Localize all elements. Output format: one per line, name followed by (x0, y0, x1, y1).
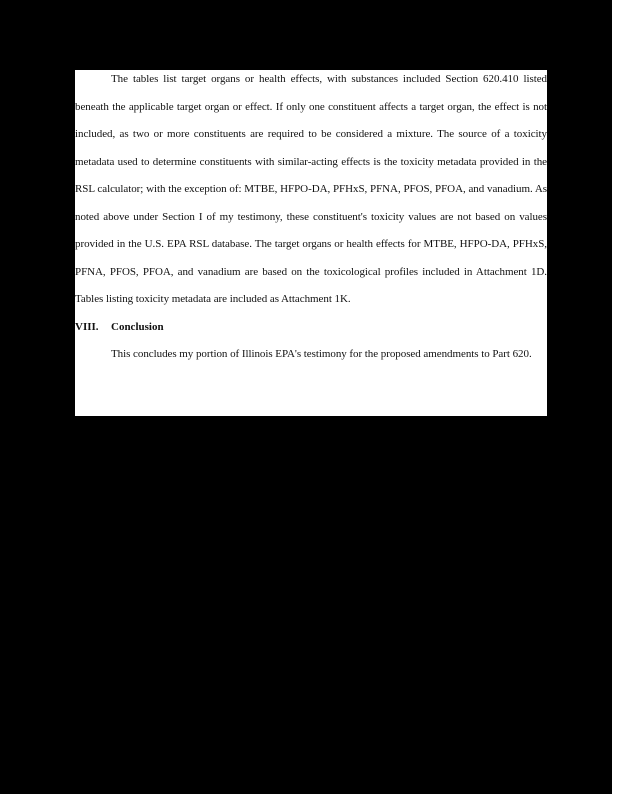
section-number: VIII. (75, 320, 99, 333)
document-text-block (75, 70, 547, 416)
body-paragraph-conclusion: This concludes my portion of Illinois EPA's testimony for the proposed amendments to Part 620. (111, 348, 532, 360)
page-edge-bottom (0, 794, 612, 800)
section-heading-conclusion (75, 314, 547, 342)
page-edge-right (612, 0, 618, 800)
body-paragraph-target-organs: The tables list target organs or health effects, with substances included Section 620.410 listed beneath the applicable target organ or effect. If only one constituent affects a target organ, the effect is not included, as two or more constituents are required to be considered a mixture. The source of a toxicity metadata used to determine constituents with similar-acting effects is the toxicity metadata provided in the RSL calculator; with the exception of: MTBE, HFPO-DA, PFHxS, PFNA, PFOS, PFOA, and vanadium. As noted above under Section I of my testimony, these constituent's toxicity values are not based on values provided in the U.S. EPA RSL database. The target organs or health effects for MTBE, HFPO-DA, PFHxS, PFNA, PFOS, PFOA, and vanadium are based on the toxicological profiles included in Attachment 1D. Tables listing toxicity metadata are included as Attachment 1K. (75, 73, 547, 305)
section-title: Conclusion (111, 320, 164, 333)
